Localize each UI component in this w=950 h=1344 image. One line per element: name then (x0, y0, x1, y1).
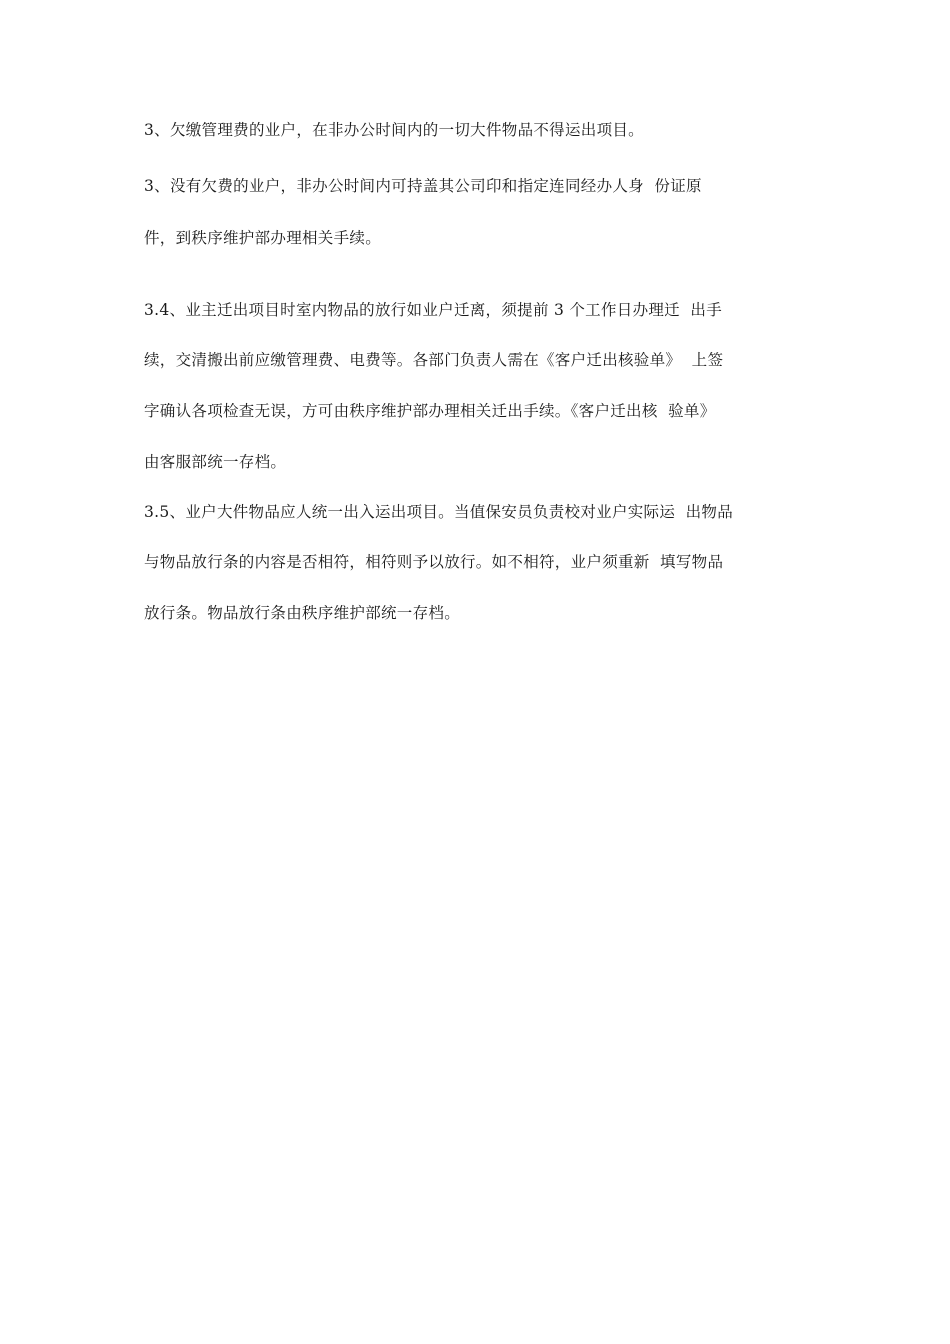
paragraph-4-line-1: 3.5、业户大件物品应人统一出入运出项目。当值保安员负责校对业户实际运 出物品 (144, 503, 734, 521)
paragraph-2-line-1: 3、没有欠费的业户，非办公时间内可持盖其公司印和指定连同经办人身 份证原 (144, 177, 702, 195)
paragraph-2-line-2: 件，到秩序维护部办理相关手续。 (144, 229, 382, 247)
paragraph-4-line-2: 与物品放行条的内容是否相符，相符则予以放行。如不相符，业户须重新 填写物品 (144, 553, 724, 571)
paragraph-3-line-1: 3.4、业主迁出项目时室内物品的放行如业户迁离，须提前 3 个工作日办理迁 出手 (144, 301, 723, 319)
paragraph-1-line-1: 3、欠缴管理费的业户，在非办公时间内的一切大件物品不得运出项目。 (144, 121, 644, 139)
paragraph-3-line-2: 续，交清搬出前应缴管理费、电费等。各部门负责人需在《客户迁出核验单》 上签 (144, 351, 724, 369)
paragraph-4-line-3: 放行条。物品放行条由秩序维护部统一存档。 (144, 604, 461, 622)
paragraph-3-line-4: 由客服部统一存档。 (144, 453, 287, 471)
paragraph-3-line-3: 字确认各项检查无误，方可由秩序维护部办理相关迁出手续。《客户迁出核 验单》 (144, 402, 716, 420)
